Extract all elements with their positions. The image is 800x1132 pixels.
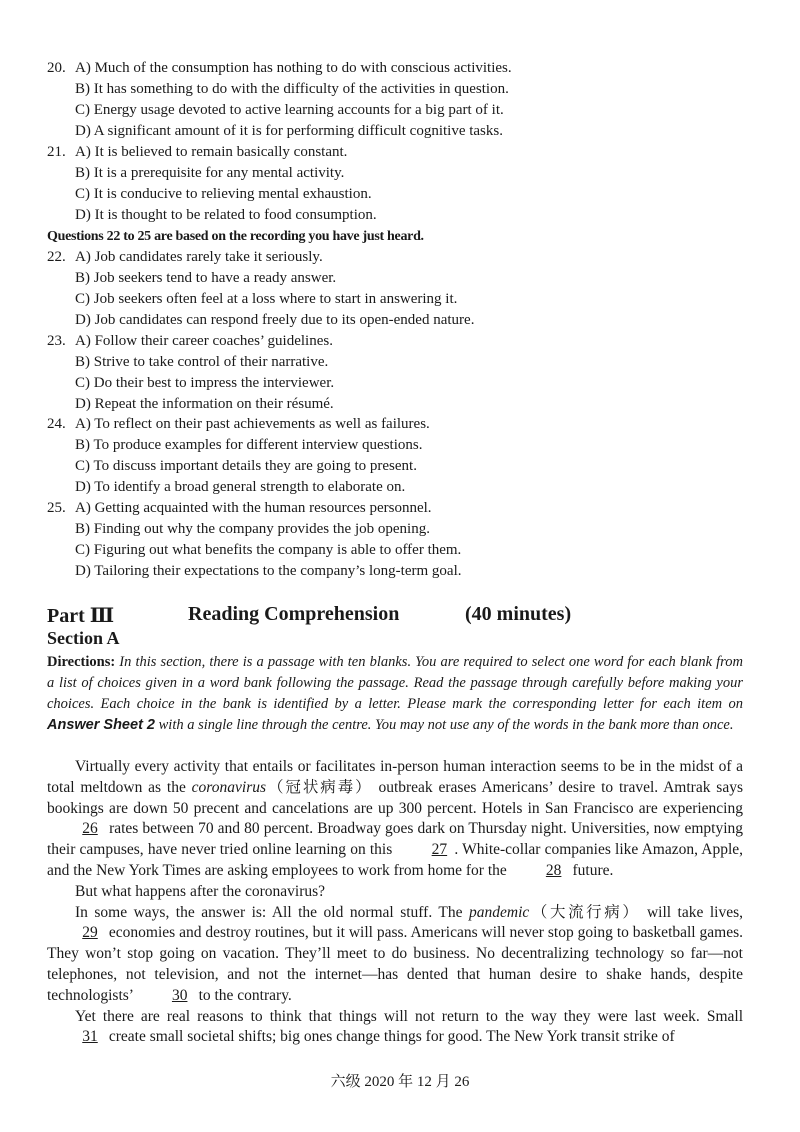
questions-heading: Questions 22 to 25 are based on the recording you have just heard.: [47, 229, 424, 244]
directions: [47, 652, 743, 736]
answer-sheet-label: Answer Sheet 2: [47, 717, 155, 733]
paragraph-4: [47, 1007, 743, 1049]
option-c: C) Energy usage devoted to active learning accounts for a big part of it.: [75, 102, 504, 118]
chinese-gloss: （冠状病毒）: [266, 778, 373, 796]
passage-text: . White-collar companies like Amazon, Apple, and the New York Times are asking employees to work from home for the: [47, 841, 743, 879]
option-a: A) Follow their career coaches’ guidelines.: [75, 333, 333, 349]
question-25: [47, 498, 432, 519]
passage-text: to the contrary.: [194, 986, 292, 1004]
question-number: 22.: [47, 249, 66, 265]
paragraph-1: [47, 757, 743, 882]
directions-text: with a single line through the centre. You may not use any of the words in the bank more than once.: [155, 717, 734, 733]
paragraph-3: [47, 903, 743, 1007]
passage-text: Virtually every activity that entails or facilitates in-person human interaction seems to be in the midst of a total meltdown as the: [47, 758, 743, 796]
option-b: B) Finding out why the company provides the job opening.: [75, 521, 430, 537]
option-a: A) Getting acquainted with the human resources personnel.: [75, 500, 432, 516]
page-footer: 六级 2020 年 12 月 26: [330, 1074, 470, 1090]
option-a: A) It is believed to remain basically constant.: [75, 144, 348, 160]
passage-text: Yet there are real reasons to think that things will not return to the way they were last week. Small: [75, 1007, 743, 1025]
blank-26: 26: [82, 820, 98, 838]
option-d: D) It is thought to be related to food consumption.: [75, 207, 377, 223]
directions-label: Directions:: [47, 654, 116, 670]
term-coronavirus: coronavirus: [191, 778, 267, 796]
option-b: B) It has something to do with the difficulty of the activities in question.: [75, 81, 509, 97]
passage-text: create small societal shifts; big ones change things for good. The New York transit strike of: [105, 1028, 675, 1046]
option-a: A) To reflect on their past achievements as well as failures.: [75, 416, 430, 432]
term-pandemic: pandemic: [469, 903, 530, 921]
section-title: Section A: [47, 628, 120, 648]
option-c: C) It is conducive to relieving mental exhaustion.: [75, 186, 372, 202]
blank-31: 31: [82, 1028, 98, 1046]
question-21: [47, 142, 347, 163]
option-c: C) Do their best to impress the interviewer.: [75, 375, 335, 391]
option-b: B) It is a prerequisite for any mental activity.: [75, 165, 345, 181]
option-b: B) Strive to take control of their narrative.: [75, 354, 329, 370]
option-b: B) Job seekers tend to have a ready answer.: [75, 270, 337, 286]
question-number: 23.: [47, 333, 66, 349]
option-d: D) To identify a broad general strength to elaborate on.: [75, 479, 406, 495]
option-c: C) To discuss important details they are going to present.: [75, 458, 417, 474]
question-20: [47, 58, 512, 79]
passage-text: In some ways, the answer is: All the old normal stuff. The: [75, 903, 469, 921]
blank-30: 30: [171, 986, 188, 1004]
option-d: D) A significant amount of it is for performing difficult cognitive tasks.: [75, 123, 503, 139]
passage-text: economies and destroy routines, but it will pass. Americans will never stop going to basketball games. They won’t stop going on vacation. They’ll meet to do business. No decentralizing technology so far—not telephones, not television, and not the internet—has dented that human desire to shake hands, despite technologists’: [47, 924, 743, 1004]
option-d: D) Job candidates can respond freely due to its open-ended nature.: [75, 312, 475, 328]
option-b: B) To produce examples for different interview questions.: [75, 437, 423, 453]
passage-text: will take lives,: [640, 903, 743, 921]
question-number: 20.: [47, 60, 66, 76]
question-number: 21.: [47, 144, 66, 160]
passage-text: rates between 70 and 80 percent. Broadway goes dark on Thursday night. Universities, now emptying their campuses, have never tried online learning on this: [47, 820, 743, 859]
directions-text: In this section, there is a passage with ten blanks. You are required to select one word for each blank from a list of choices given in a word bank following the passage. Read the passage through carefully before making your choices. Each choice in the bank is identified by a letter. Please mark the corresponding letter for each item on: [47, 654, 743, 712]
option-c: C) Job seekers often feel at a loss where to start in answering it.: [75, 291, 458, 307]
question-number: 24.: [47, 416, 66, 432]
question-24: [47, 414, 430, 435]
blank-29: 29: [82, 924, 98, 942]
part-label: Part Ⅲ: [47, 605, 115, 627]
chinese-gloss: （大流行病）: [529, 903, 641, 921]
blank-28: 28: [545, 861, 562, 879]
question-23: [47, 331, 333, 352]
option-c: C) Figuring out what benefits the company is able to offer them.: [75, 542, 462, 558]
paragraph-2: But what happens after the coronavirus?: [75, 882, 326, 900]
passage: [47, 757, 743, 1048]
part-title: Reading Comprehension: [188, 603, 400, 625]
blank-27: 27: [431, 841, 448, 859]
question-22: [47, 247, 323, 268]
passage-text: outbreak erases Americans’ desire to travel. Amtrak says bookings are down 50 precent and cancelations are up 300 percent. Hotels in San Francisco are experiencing: [47, 778, 743, 817]
option-a: A) Job candidates rarely take it seriously.: [75, 249, 323, 265]
option-d: D) Repeat the information on their résumé.: [75, 396, 334, 412]
passage-text: future.: [568, 861, 614, 879]
option-d: D) Tailoring their expectations to the company’s long-term goal.: [75, 563, 462, 579]
part-time: (40 minutes): [465, 603, 572, 625]
option-a: A) Much of the consumption has nothing to do with conscious activities.: [75, 60, 512, 76]
question-number: 25.: [47, 500, 66, 516]
